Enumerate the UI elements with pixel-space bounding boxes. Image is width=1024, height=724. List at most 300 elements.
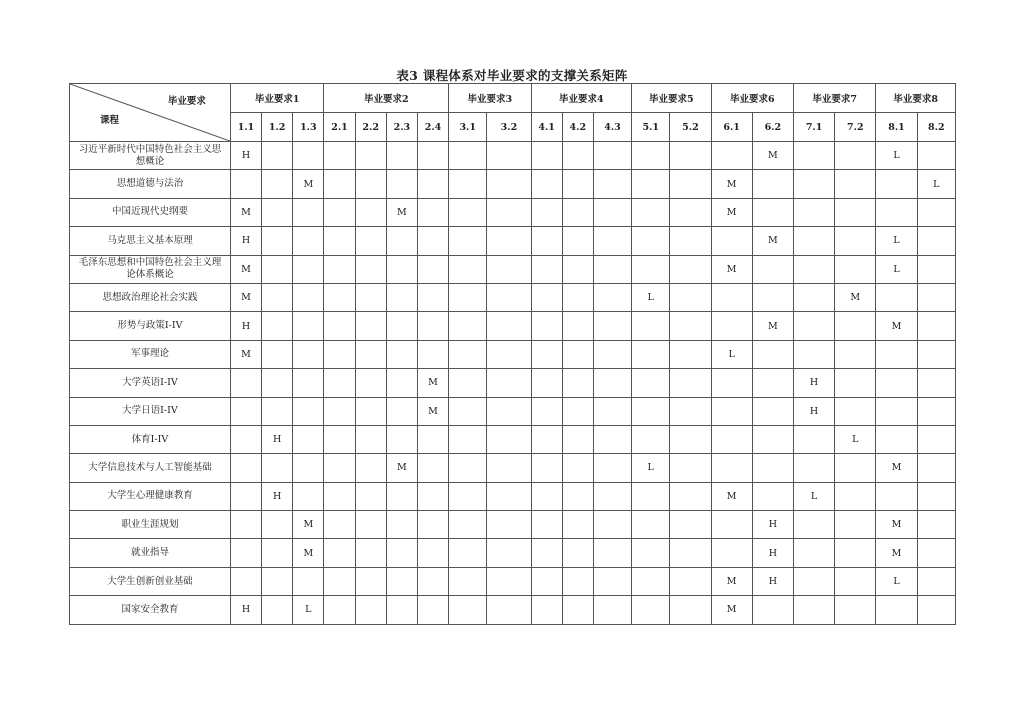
support-level-cell [324,340,355,368]
support-level-cell [835,255,876,283]
support-level-cell [262,142,293,170]
support-level-cell [417,511,448,539]
support-level-cell [355,255,386,283]
support-level-cell [670,283,711,311]
course-name: 思想道德与法治 [70,170,231,198]
support-level-cell [917,340,955,368]
support-level-cell [262,511,293,539]
support-level-cell: M [293,539,324,567]
sub-requirement-header: 4.3 [593,113,631,142]
support-level-cell [917,255,955,283]
sub-requirement-header: 2.4 [417,113,448,142]
course-name: 毛泽东思想和中国特色社会主义理论体系概论 [70,255,231,283]
support-level-cell [917,425,955,453]
support-level-cell [324,482,355,510]
support-level-cell: M [752,142,793,170]
table-row [70,340,956,368]
course-name: 体育I-IV [70,425,231,453]
support-level-cell [670,312,711,340]
support-level-cell [876,482,917,510]
support-level-cell [293,425,324,453]
support-level-cell [917,227,955,255]
support-level-cell [670,397,711,425]
support-level-cell [487,425,531,453]
support-level-cell [449,454,487,482]
course-name: 就业指导 [70,539,231,567]
support-level-cell [876,397,917,425]
support-level-cell [632,340,670,368]
support-level-cell [487,596,531,624]
support-level-cell: M [711,170,752,198]
support-level-cell [593,198,631,226]
support-level-cell [355,454,386,482]
support-level-cell [417,142,448,170]
sub-requirement-header: 2.1 [324,113,355,142]
support-level-cell [670,340,711,368]
support-level-cell [230,397,261,425]
support-level-cell [562,482,593,510]
support-level-cell [835,454,876,482]
support-level-cell: H [262,425,293,453]
support-level-cell [593,283,631,311]
course-name: 大学生心理健康教育 [70,482,231,510]
support-level-cell [293,340,324,368]
table-row [70,482,956,510]
course-name: 大学日语I-IV [70,397,231,425]
support-level-cell [449,312,487,340]
support-level-cell [324,170,355,198]
support-level-cell [293,198,324,226]
support-level-cell: M [417,369,448,397]
support-level-cell: M [293,170,324,198]
support-level-cell: H [230,312,261,340]
support-level-cell [876,283,917,311]
support-level-cell [562,255,593,283]
support-level-cell [876,340,917,368]
support-level-cell: M [711,482,752,510]
support-level-cell [752,454,793,482]
support-level-cell: H [230,142,261,170]
support-level-cell: L [632,454,670,482]
support-level-cell [632,539,670,567]
support-level-cell [711,283,752,311]
table-row [70,255,956,283]
support-level-cell [632,312,670,340]
support-level-cell [386,482,417,510]
requirement-header: 毕业要求7 [793,84,875,113]
support-level-cell: M [711,596,752,624]
support-level-cell [386,227,417,255]
support-level-cell: M [711,198,752,226]
support-level-cell [449,397,487,425]
support-level-cell [324,511,355,539]
support-level-cell [449,198,487,226]
requirement-header: 毕业要求2 [324,84,449,113]
support-level-cell [711,425,752,453]
support-level-cell [711,511,752,539]
course-name: 职业生涯规划 [70,511,231,539]
support-level-cell [632,596,670,624]
support-level-cell [417,227,448,255]
support-level-cell [386,255,417,283]
corner-header [70,84,231,142]
support-level-cell: M [711,255,752,283]
sub-requirement-header: 5.2 [670,113,711,142]
support-level-cell [230,425,261,453]
table-row [70,539,956,567]
table-row [70,170,956,198]
support-level-cell [835,340,876,368]
support-level-cell [230,511,261,539]
support-level-cell [262,397,293,425]
support-level-cell [386,283,417,311]
support-level-cell [632,511,670,539]
support-level-cell [835,539,876,567]
support-level-cell [262,255,293,283]
support-level-cell [449,340,487,368]
sub-requirement-header: 3.2 [487,113,531,142]
support-level-cell [593,369,631,397]
support-level-cell [449,425,487,453]
support-level-cell [262,539,293,567]
support-level-cell [531,454,562,482]
support-level-cell [487,227,531,255]
support-level-cell: H [262,482,293,510]
support-level-cell [324,397,355,425]
support-level-cell [417,567,448,595]
support-level-cell [632,369,670,397]
support-level-cell [562,596,593,624]
support-level-cell [793,227,834,255]
support-level-cell: M [230,340,261,368]
support-level-cell: H [752,511,793,539]
support-level-cell [531,596,562,624]
sub-requirement-header: 5.1 [632,113,670,142]
support-level-cell: M [230,198,261,226]
support-level-cell [793,198,834,226]
support-level-cell [531,511,562,539]
support-level-cell [355,198,386,226]
support-level-cell [835,369,876,397]
support-level-cell [262,340,293,368]
support-level-cell [562,369,593,397]
support-level-cell [355,369,386,397]
support-level-cell [531,567,562,595]
support-level-cell: H [752,539,793,567]
support-level-cell [417,170,448,198]
support-level-cell [355,596,386,624]
support-level-cell [593,312,631,340]
support-level-cell [752,369,793,397]
support-level-cell [632,255,670,283]
support-level-cell [355,283,386,311]
support-level-cell [230,567,261,595]
support-level-cell: M [293,511,324,539]
support-level-cell [593,482,631,510]
support-level-cell [531,198,562,226]
support-level-cell [711,312,752,340]
support-level-cell [835,227,876,255]
support-level-cell [449,369,487,397]
support-level-cell: L [876,227,917,255]
support-level-cell: M [752,312,793,340]
support-level-cell [449,482,487,510]
support-level-cell [593,539,631,567]
support-level-cell [562,567,593,595]
support-level-cell [417,596,448,624]
support-level-cell [562,539,593,567]
support-level-cell [835,397,876,425]
support-level-cell [670,511,711,539]
sub-requirement-header: 6.2 [752,113,793,142]
table-row [70,227,956,255]
support-level-cell [711,369,752,397]
support-level-cell [487,369,531,397]
support-level-cell [386,425,417,453]
support-level-cell [593,567,631,595]
support-level-cell [593,255,631,283]
table-row [70,596,956,624]
sub-requirement-header: 8.1 [876,113,917,142]
sub-requirement-header: 1.2 [262,113,293,142]
table-row [70,511,956,539]
support-level-cell: M [752,227,793,255]
corner-course-label: 课程 [100,115,120,126]
corner-requirement-label: 毕业要求 [167,96,206,107]
sub-requirement-header: 1.1 [230,113,261,142]
support-level-cell [562,454,593,482]
support-level-cell [386,567,417,595]
support-level-cell [793,283,834,311]
course-name: 军事理论 [70,340,231,368]
support-level-cell [449,511,487,539]
support-level-cell [449,170,487,198]
support-level-cell [711,227,752,255]
support-level-cell [230,454,261,482]
support-level-cell [293,567,324,595]
support-level-cell [262,198,293,226]
support-level-cell [632,567,670,595]
support-level-cell [632,198,670,226]
support-level-cell [293,227,324,255]
support-level-cell [670,227,711,255]
support-level-cell [752,340,793,368]
support-level-cell: M [711,567,752,595]
support-level-cell [593,397,631,425]
support-level-cell [531,482,562,510]
support-level-cell [230,170,261,198]
support-level-cell: H [793,369,834,397]
support-level-cell [632,142,670,170]
support-level-cell [711,142,752,170]
requirement-header: 毕业要求1 [230,84,324,113]
requirement-header: 毕业要求3 [449,84,531,113]
support-level-cell [531,425,562,453]
support-level-cell [386,539,417,567]
support-level-cell [487,539,531,567]
support-level-cell [562,312,593,340]
support-level-cell [835,312,876,340]
support-level-cell [670,539,711,567]
support-level-cell [876,425,917,453]
support-level-cell: L [876,142,917,170]
support-level-cell [752,482,793,510]
support-level-cell [835,567,876,595]
support-level-cell [355,340,386,368]
support-level-cell [531,397,562,425]
support-level-cell [324,567,355,595]
support-level-cell [230,539,261,567]
support-level-cell [670,255,711,283]
support-level-cell [793,142,834,170]
support-level-cell [355,425,386,453]
sub-requirement-header: 4.2 [562,113,593,142]
support-level-cell [262,567,293,595]
support-level-cell [632,227,670,255]
support-level-cell [417,283,448,311]
support-level-cell [386,596,417,624]
support-level-cell [917,511,955,539]
support-level-cell [417,340,448,368]
support-level-cell [487,142,531,170]
support-level-cell [531,369,562,397]
support-level-cell [835,482,876,510]
support-level-cell [324,596,355,624]
support-level-cell [417,482,448,510]
support-level-cell [324,425,355,453]
support-level-cell [593,142,631,170]
support-level-cell: M [386,198,417,226]
support-level-cell: L [876,255,917,283]
support-level-cell [793,454,834,482]
support-level-cell [487,198,531,226]
support-level-cell [917,142,955,170]
support-level-cell [752,425,793,453]
support-level-cell [752,198,793,226]
course-name: 大学英语I-IV [70,369,231,397]
support-level-cell [487,340,531,368]
support-level-cell [562,227,593,255]
support-level-cell [752,397,793,425]
support-level-cell [293,255,324,283]
support-level-cell: H [230,596,261,624]
support-level-cell [293,482,324,510]
support-level-cell: L [711,340,752,368]
support-level-cell [487,511,531,539]
support-level-cell [449,142,487,170]
support-level-cell [670,596,711,624]
sub-requirement-header: 3.1 [449,113,487,142]
support-level-cell [449,255,487,283]
support-level-cell [793,596,834,624]
support-level-cell [593,511,631,539]
support-level-cell [531,340,562,368]
support-level-cell [670,198,711,226]
support-level-cell [355,567,386,595]
support-level-cell [355,511,386,539]
support-level-cell [230,369,261,397]
table-row [70,567,956,595]
support-level-cell [670,142,711,170]
support-level-cell [487,255,531,283]
sub-requirement-header: 2.3 [386,113,417,142]
support-level-cell [386,170,417,198]
sub-requirement-header: 1.3 [293,113,324,142]
table-row [70,369,956,397]
support-level-cell [593,596,631,624]
support-level-cell [562,170,593,198]
table-row [70,425,956,453]
course-name: 马克思主义基本原理 [70,227,231,255]
support-level-cell [355,397,386,425]
table-title: 表3 课程体系对毕业要求的支撑关系矩阵 [396,68,628,83]
support-level-cell: M [417,397,448,425]
support-level-cell [293,369,324,397]
support-level-cell [793,567,834,595]
requirement-header: 毕业要求6 [711,84,793,113]
support-level-cell [262,283,293,311]
support-level-cell [449,596,487,624]
support-level-cell [293,397,324,425]
support-level-cell [262,454,293,482]
support-level-cell [752,283,793,311]
support-level-cell [417,255,448,283]
support-level-cell [324,198,355,226]
support-level-cell [917,596,955,624]
support-level-cell [793,425,834,453]
support-level-cell [293,454,324,482]
support-level-cell: H [793,397,834,425]
support-level-cell [324,142,355,170]
support-level-cell: M [835,283,876,311]
support-level-cell [793,511,834,539]
support-level-cell [670,454,711,482]
support-level-cell [562,511,593,539]
support-level-cell [449,539,487,567]
support-level-cell [293,312,324,340]
support-level-cell [632,397,670,425]
support-level-cell [670,567,711,595]
support-level-cell: M [230,255,261,283]
support-level-cell [835,511,876,539]
support-level-cell [487,397,531,425]
support-level-cell [262,312,293,340]
support-level-cell [793,340,834,368]
support-level-cell [262,369,293,397]
support-level-cell [531,539,562,567]
table-row [70,142,956,170]
support-level-cell [449,283,487,311]
support-level-cell: L [917,170,955,198]
support-level-cell [487,170,531,198]
requirement-header: 毕业要求5 [632,84,711,113]
support-level-cell [355,539,386,567]
support-level-cell [917,369,955,397]
support-level-cell [324,312,355,340]
support-level-cell [876,369,917,397]
support-level-cell [386,397,417,425]
support-level-cell [917,482,955,510]
support-level-cell [293,142,324,170]
sub-requirement-header: 8.2 [917,113,955,142]
support-level-cell [417,539,448,567]
support-level-cell [752,596,793,624]
support-level-cell [793,255,834,283]
support-level-cell [386,511,417,539]
support-level-cell [531,142,562,170]
support-level-cell [793,312,834,340]
support-level-cell [562,397,593,425]
